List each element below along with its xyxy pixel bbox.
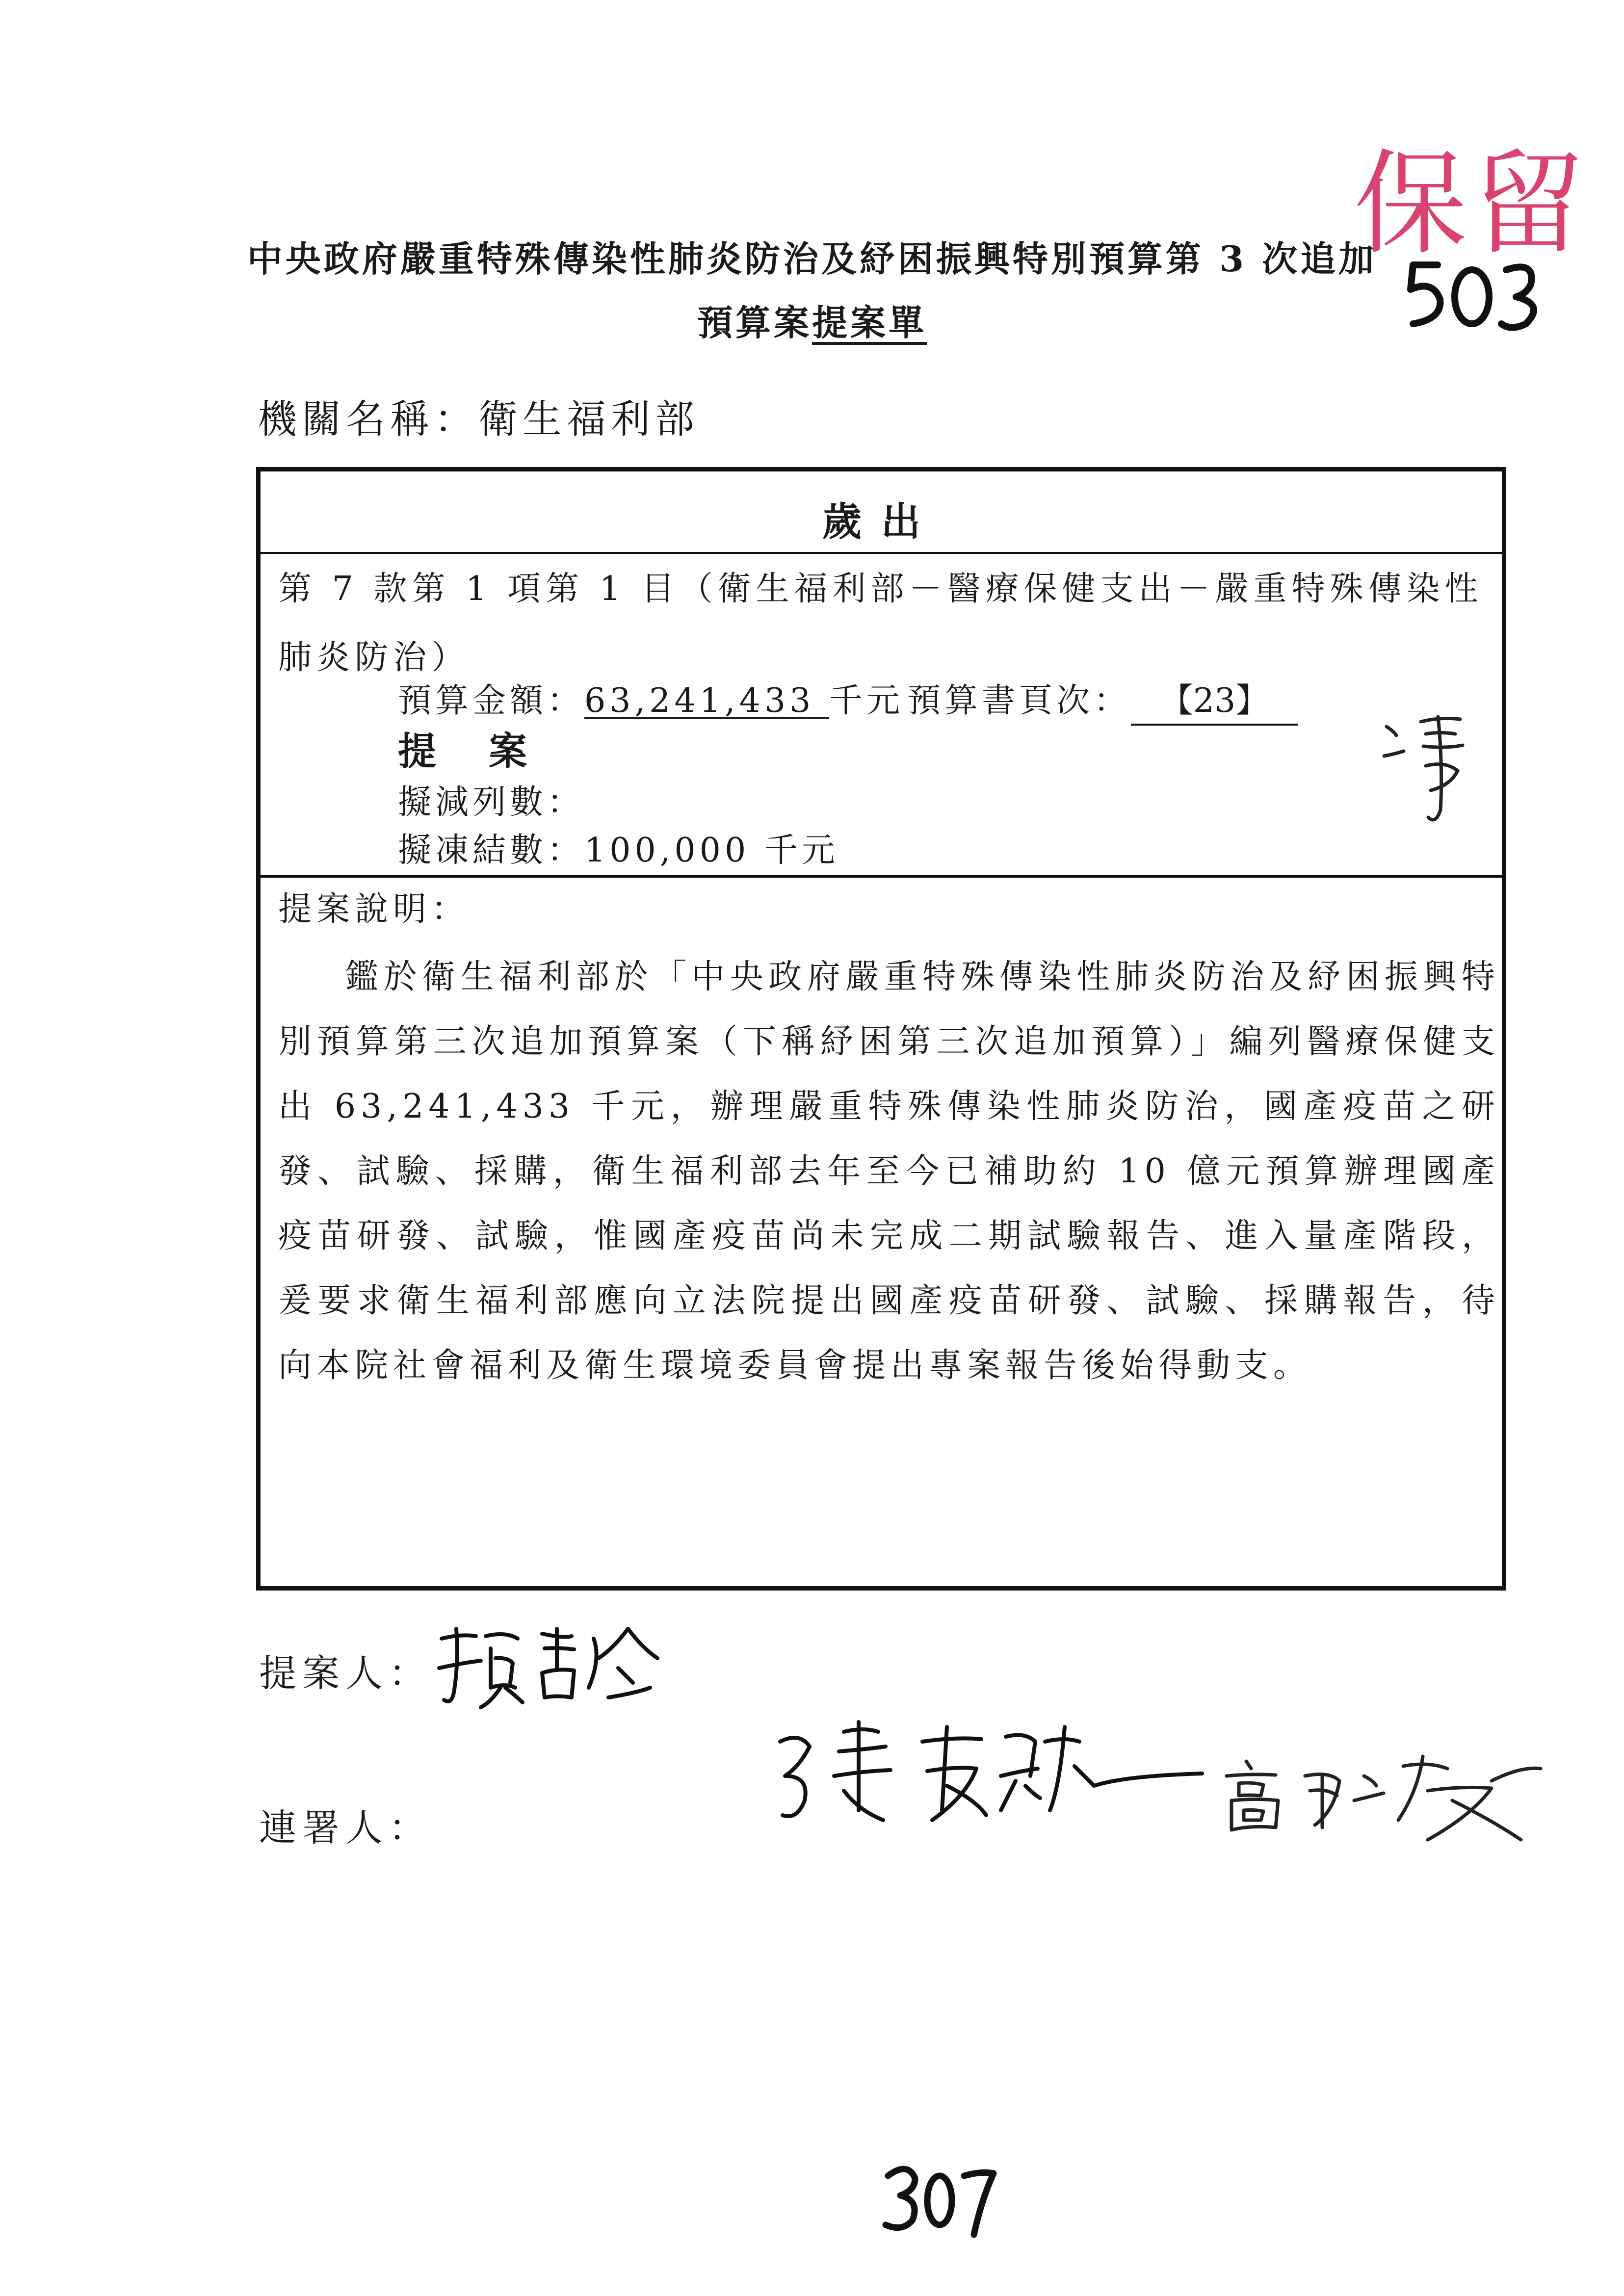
title-underlined: 提案單 bbox=[812, 302, 927, 343]
budget-amount-unit: 千元 bbox=[829, 681, 904, 720]
proposal-heading: 提 案 bbox=[398, 729, 547, 774]
budget-amount-label: 預算金額： bbox=[398, 681, 585, 720]
budget-item: 第 7 款第 1 項第 1 目（衛生福利部－醫療保健支出－嚴重特殊傳染性肺炎防治） bbox=[278, 570, 1483, 677]
agency-name bbox=[258, 388, 699, 444]
proposer-label: 提案人： bbox=[259, 1651, 432, 1695]
agency-value: 衛生福利部 bbox=[478, 396, 699, 442]
title-prefix: 預算案 bbox=[697, 302, 812, 343]
cosigner-signature-2 bbox=[1217, 1747, 1550, 1845]
document-title-line-2 bbox=[0, 294, 1624, 345]
handwritten-page-number bbox=[878, 2156, 1001, 2240]
cut-amount-field bbox=[398, 776, 584, 823]
budget-page-field bbox=[907, 674, 1298, 726]
handwritten-initial bbox=[1377, 707, 1470, 835]
proposer-signature bbox=[432, 1619, 667, 1717]
freeze-amount-label: 擬凍結數： bbox=[398, 831, 585, 870]
budget-amount-value: 63,241,433 bbox=[584, 681, 829, 720]
explanation-text: 鑑於衛生福利部於「中央政府嚴重特殊傳染性肺炎防治及紓困振興特別預算第三次追加預算案（下稱紓困第三次追加預算）」編列醫療保健支出 63,241,433 千元，辦理嚴重特殊傳染性肺炎防治，國產疫苗之研發、試驗、採購，衛生福利部去年至今已補助約 10 億元預算辦理國產疫苗研發、試驗，惟國產疫苗尚未完成二期試驗報告、進入量產階段，爰要求衛生福利部應向立法院提出國產疫苗研發、試驗、採購報告，待向本院社會福利及衛生環境委員會提出專案報告後始得動支。 bbox=[278, 958, 1500, 1385]
section-divider bbox=[261, 875, 1502, 878]
cosigner-label: 連署人： bbox=[259, 1806, 432, 1850]
agency-label: 機關名稱： bbox=[258, 396, 478, 442]
table-header-row bbox=[261, 471, 1502, 554]
cosigner-signature-1 bbox=[770, 1712, 1212, 1850]
table-header-expenditure: 歲出 bbox=[822, 498, 940, 545]
budget-page-value: 【23】 bbox=[1131, 674, 1298, 726]
budget-amount-field bbox=[398, 674, 904, 722]
document-title-line-1: 中央政府嚴重特殊傳染性肺炎防治及紓困振興特別預算第 3 次追加 bbox=[247, 238, 1377, 280]
reserve-stamp: 保留 bbox=[1354, 139, 1590, 270]
budget-page-label: 預算書頁次： bbox=[907, 681, 1131, 720]
freeze-amount-field bbox=[398, 824, 839, 871]
freeze-amount-value: 100,000 千元 bbox=[584, 831, 839, 870]
proposal-form-table bbox=[256, 467, 1506, 1591]
cut-amount-label: 擬減列數： bbox=[398, 783, 585, 822]
explanation-label: 提案說明： bbox=[278, 890, 470, 929]
